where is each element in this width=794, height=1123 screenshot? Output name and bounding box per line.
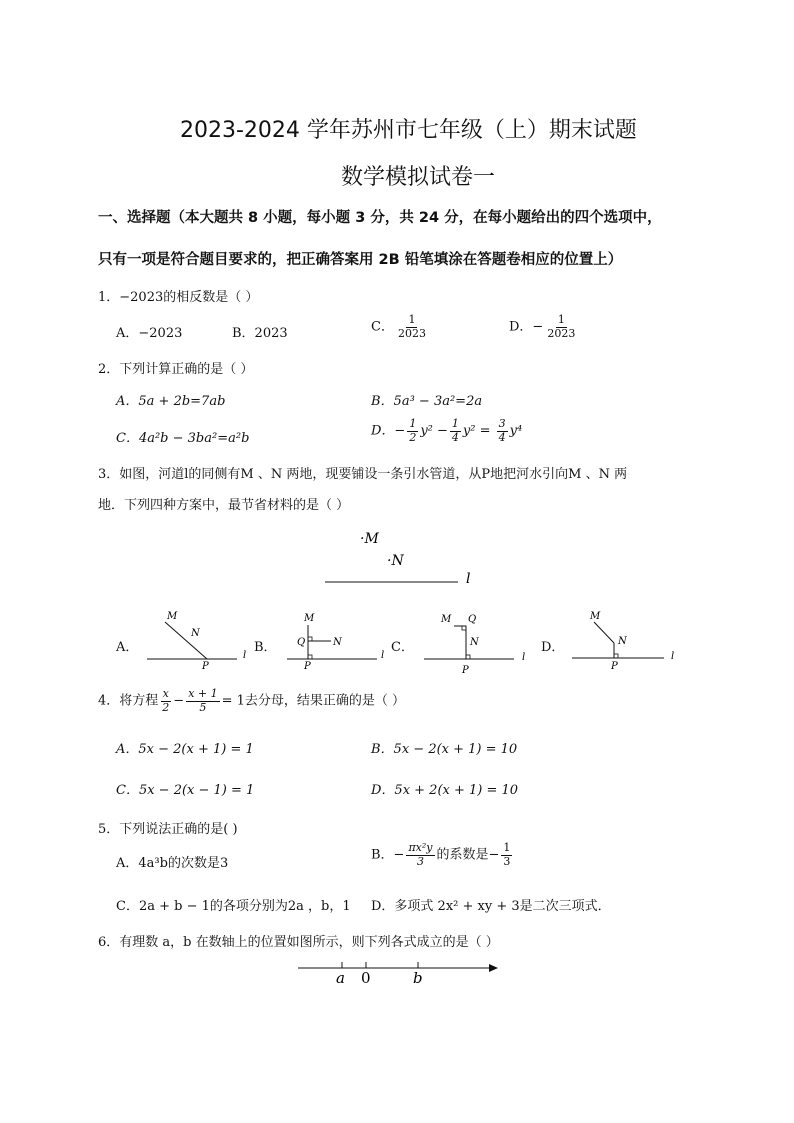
q3-option-c-label: C． (391, 640, 414, 655)
q4-stem-prefix: 4．将方程 (98, 693, 159, 709)
fraction-numerator: 1 (503, 841, 511, 854)
label-l: l (381, 650, 385, 661)
q3-option-d-label: D． (541, 640, 565, 655)
fraction-numerator: x (162, 687, 169, 700)
fraction-numerator: x + 1 (188, 687, 218, 700)
label-n: N (470, 637, 479, 648)
q2-option-d-term: y² − (420, 423, 448, 439)
q1-option-d-label: D．− (509, 319, 544, 335)
fraction-denominator: 4 (498, 430, 506, 444)
fraction-denominator: 3 (503, 854, 511, 868)
q3-option-a-label: A． (116, 640, 139, 655)
label-q: Q (468, 614, 477, 625)
q5-option-b-label: B．− (371, 847, 405, 863)
q2-option-a: A．5a + 2b=7ab (116, 394, 226, 409)
q6-stem: 6．有理数 a，b 在数轴上的位置如图所示，则下列各式成立的是（ ） (98, 935, 499, 950)
q5-stem: 5．下列说法正确的是( ) (98, 822, 238, 837)
q5-option-d: D．多项式 2x² + xy + 3是二次三项式． (371, 899, 611, 914)
q2-option-d-term: y² = (462, 423, 495, 439)
q3-stem-line1: 3．如图，河道l的同侧有M 、N 两地，现要铺设一条引水管道，从P地把河水引向M 、N 两 (98, 467, 628, 482)
q4-option-d: D．5x + 2(x + 1) = 10 (371, 783, 519, 798)
q4-option-c: C．5x − 2(x − 1) = 1 (116, 783, 255, 798)
river-label: l (466, 571, 471, 587)
label-a: a (336, 969, 345, 987)
fraction-denominator: 2023 (397, 326, 426, 340)
label-b: b (413, 969, 423, 987)
label-l: l (243, 650, 247, 661)
label-m: M (590, 611, 601, 622)
q4-option-a: A．5x − 2(x + 1) = 1 (116, 742, 254, 757)
section-heading-line2: 只有一项是符合题目要求的，把正确答案用 2B 铅笔填涂在答题卷相应的位置上） (98, 252, 623, 268)
fraction-numerator: πx²y (408, 841, 433, 854)
fraction-numerator: 1 (408, 313, 416, 326)
label-q: Q (297, 637, 306, 648)
label-n: N (191, 628, 200, 639)
q2-option-d-label: D．− (371, 423, 406, 439)
arrow-head-icon (489, 964, 498, 972)
q5-option-c: C．2a + b − 1的各项分别为2a ，b，1 (116, 899, 351, 914)
q3-stem-line2: 地．下列四种方案中，最节省材料的是（ ） (98, 498, 350, 513)
fraction-denominator: 3 (416, 854, 424, 868)
q2-stem: 2．下列计算正确的是（ ） (98, 362, 254, 377)
q3-option-b-label: B． (254, 640, 277, 655)
fraction-denominator: 5 (199, 700, 207, 714)
q1-option-a: A．−2023 (116, 326, 183, 341)
fraction-denominator: 4 (451, 430, 459, 444)
q4-stem-suffix: = 1去分母，结果正确的是（ ） (221, 693, 406, 709)
q1-option-b: B．2023 (232, 326, 288, 341)
section-heading-line1: 一、选择题（本大题共 8 小题，每小题 3 分，共 24 分，在每小题给出的四个选项中， (98, 210, 662, 226)
fraction-numerator: 1 (557, 313, 565, 326)
label-n: N (333, 637, 342, 648)
label-m: M (441, 614, 452, 625)
fraction-numerator: 1 (409, 417, 417, 430)
q2-option-d-term: y⁴ (509, 423, 523, 439)
q5-option-b-middle: 的系数是− (436, 847, 500, 863)
label-p: P (462, 665, 469, 676)
fraction-denominator: 2 (409, 430, 417, 444)
label-p: P (202, 661, 209, 672)
label-p: P (304, 661, 311, 672)
page-subtitle: 数学模拟试卷一 (341, 165, 496, 190)
fig-point-m: ·M (360, 531, 379, 547)
label-l: l (522, 652, 526, 663)
label-m: M (304, 613, 315, 624)
label-n: N (618, 636, 627, 647)
fig-point-n: ·N (387, 553, 404, 569)
fraction-denominator: 2023 (547, 326, 576, 340)
label-m: M (167, 611, 178, 622)
q4-minus: − (173, 693, 185, 709)
label-zero: 0 (361, 969, 371, 987)
q5-option-a: A．4a³b的次数是3 (116, 856, 229, 871)
q4-option-b: B．5x − 2(x + 1) = 10 (371, 742, 518, 757)
q2-option-b: B．5a³ − 3a²=2a (371, 394, 483, 409)
fraction-numerator: 3 (498, 417, 506, 430)
fraction-numerator: 1 (451, 417, 459, 430)
page-title: 2023-2024 学年苏州市七年级（上）期末试题 (180, 118, 637, 143)
q2-option-c: C．4a²b − 3ba²=a²b (116, 431, 250, 446)
fraction-denominator: 2 (162, 700, 170, 714)
q1-stem: 1．−2023的相反数是（ ） (98, 290, 259, 305)
label-l: l (671, 651, 675, 662)
q1-option-c-label: C． (371, 319, 394, 335)
label-p: P (611, 661, 618, 672)
